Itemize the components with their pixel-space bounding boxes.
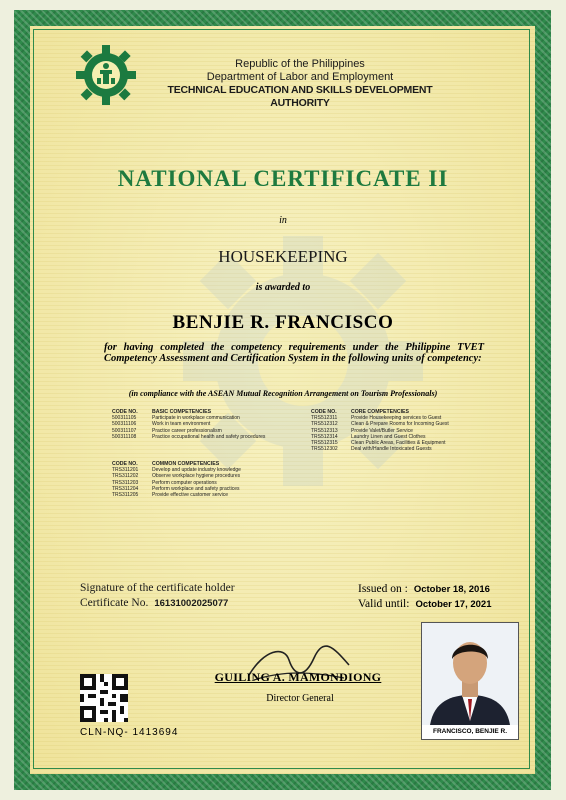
awarded-text: is awarded to bbox=[255, 282, 311, 293]
unit-title: Deal with/Handle Intoxicated Guests bbox=[351, 446, 432, 453]
code-header: CODE NO. bbox=[112, 461, 138, 467]
unit-title: Practice career professionalism bbox=[152, 427, 222, 434]
code-header: CODE NO. bbox=[311, 409, 337, 415]
agency-line: TECHNICAL EDUCATION AND SKILLS DEVELOPMENT AUTHORITY bbox=[167, 84, 433, 109]
unit-title: Clean & Prepare Rooms for Incoming Guest bbox=[351, 421, 449, 428]
in-text: in bbox=[279, 215, 287, 226]
issued-line bbox=[358, 582, 491, 597]
unit-title: Practice occupational health and safety procedures bbox=[152, 433, 266, 440]
unit-title: Provide Valet/Butler Service bbox=[351, 427, 413, 434]
unit-code: 500311105 bbox=[112, 415, 137, 422]
holder-photo bbox=[421, 622, 519, 740]
unit-code: 500311106 bbox=[112, 421, 137, 428]
unit-title: Laundry Linen and Guest Clothes bbox=[351, 433, 426, 440]
competency-header: BASIC COMPETENCIES bbox=[152, 409, 212, 415]
unit-code: TRS311201 bbox=[112, 467, 139, 474]
unit-code: TRS512312 bbox=[311, 421, 338, 428]
table-row bbox=[311, 446, 501, 452]
qualification-name: HOUSEKEEPING bbox=[218, 247, 348, 266]
unit-title: Work in team environment bbox=[152, 421, 211, 428]
unit-code: TRS311202 bbox=[112, 473, 139, 480]
valid-label: Valid until: bbox=[358, 598, 410, 610]
unit-code: TRS512314 bbox=[311, 433, 338, 440]
issuing-agency-header bbox=[140, 58, 460, 110]
competency-header: COMMON COMPETENCIES bbox=[152, 461, 220, 467]
country-line: Republic of the Philippines bbox=[235, 58, 365, 70]
certificate-number-line bbox=[80, 596, 235, 611]
unit-code: TRS311204 bbox=[112, 485, 139, 492]
unit-title: Provide effective customer service bbox=[152, 492, 229, 499]
issued-label: Issued on : bbox=[358, 583, 408, 595]
certificate-title: NATIONAL CERTIFICATE II bbox=[117, 166, 449, 191]
compliance-note: (in compliance with the ASEAN Mutual Recognition Arrangement on Tourism Professionals) bbox=[128, 389, 438, 398]
competency-header: CORE COMPETENCIES bbox=[351, 409, 409, 415]
unit-code: 500311107 bbox=[112, 427, 137, 434]
certificate-number: 16131002025077 bbox=[154, 598, 229, 609]
unit-title: Observe workplace hygiene procedures bbox=[152, 473, 241, 480]
certificate-number-label: Certificate No. bbox=[80, 597, 149, 609]
unit-code: TRS512302 bbox=[311, 446, 338, 453]
unit-title: Develop and update industry knowledge bbox=[152, 467, 241, 474]
unit-title: Participate in workplace communication bbox=[152, 415, 240, 422]
unit-title: Clean Public Areas, Facilities & Equipment bbox=[351, 440, 446, 447]
photo-caption: FRANCISCO, BENJIE R. bbox=[422, 725, 518, 739]
director-title: Director General bbox=[266, 693, 334, 704]
core-competencies-table bbox=[311, 409, 501, 452]
control-number: CLN-NQ- 1413694 bbox=[80, 727, 179, 738]
signature-label: Signature of the certificate holder bbox=[80, 582, 235, 594]
unit-code: 500311108 bbox=[112, 433, 137, 440]
code-header: CODE NO. bbox=[112, 409, 138, 415]
unit-code: TRS512313 bbox=[311, 427, 338, 434]
requirements-statement: for having completed the competency requirements under the Philippine TVET Competency Assessment and Certification System in the following units of competency: bbox=[104, 342, 484, 364]
unit-code: TRS512311 bbox=[311, 415, 338, 422]
tesda-logo-icon bbox=[75, 44, 137, 106]
validity-block bbox=[358, 582, 491, 612]
unit-code: TRS512315 bbox=[311, 440, 338, 447]
table-row bbox=[112, 434, 302, 440]
department-line: Department of Labor and Employment bbox=[206, 71, 394, 83]
unit-code: TRS311203 bbox=[112, 479, 139, 486]
holder-name: BENJIE R. FRANCISCO bbox=[172, 312, 394, 333]
holder-portrait-icon bbox=[422, 623, 518, 725]
unit-title: Perform computer operations bbox=[152, 479, 217, 486]
valid-line bbox=[358, 597, 491, 612]
holder-signature-block bbox=[80, 581, 235, 611]
unit-title: Perform workplace and safety practices bbox=[152, 485, 240, 492]
valid-date: October 17, 2021 bbox=[415, 599, 492, 610]
unit-code: TRS311205 bbox=[112, 492, 139, 499]
common-competencies-table bbox=[112, 461, 302, 498]
unit-title: Provide Housekeeping services to Guest bbox=[351, 415, 442, 422]
table-row bbox=[112, 492, 302, 498]
qr-code-icon bbox=[80, 674, 128, 722]
issued-date: October 18, 2016 bbox=[413, 584, 490, 595]
director-name: GUILING A. MAMONDIONG bbox=[214, 670, 382, 684]
basic-competencies-table bbox=[112, 409, 302, 440]
